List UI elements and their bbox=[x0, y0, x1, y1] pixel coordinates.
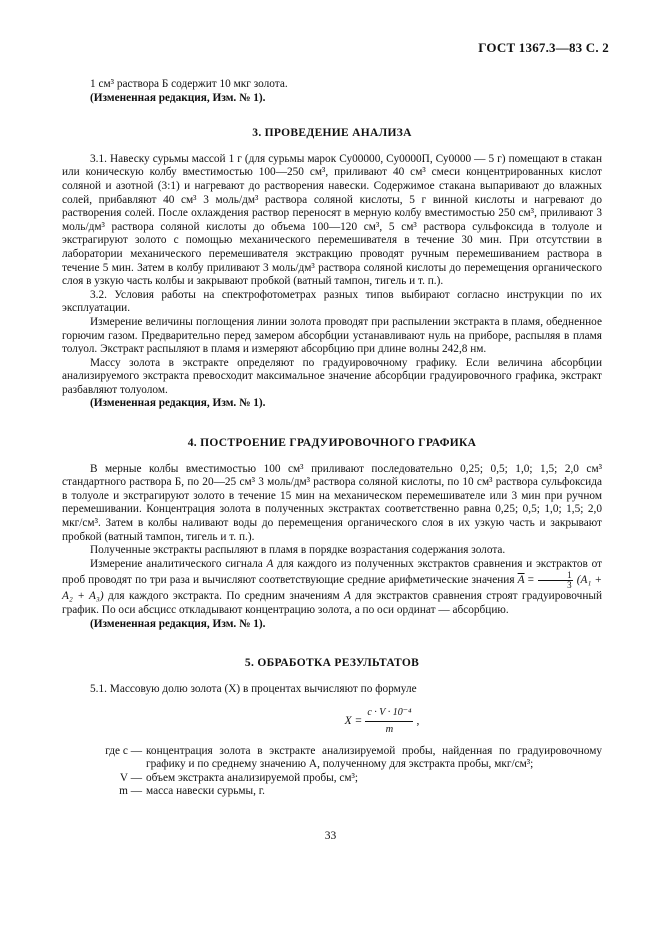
edit-note: (Измененная редакция, Изм. № 1). bbox=[90, 617, 266, 630]
section-title: 4. ПОСТРОЕНИЕ ГРАДУИРОВОЧНОГО ГРАФИКА bbox=[187, 437, 477, 450]
avg-symbol: $\overline{A}$ bbox=[517, 574, 525, 587]
section-title: 3. ПРОВЕДЕНИЕ АНАЛИЗА bbox=[252, 127, 412, 140]
paragraph: 3.1. Навеску сурьмы массой 1 г (для сурьмы марок Су00000, Су0000П, Су0000 — 5 г) помещают в стакан или коническую колбу вместимостью 100—250 см³, приливают 40 см³ смеси концентрированных кислот соляной и азотной (3:1) и нагревают до растворения навески. Содержимое стакана выпаривают до влажных солей, прибавляют 40 см³ 3 моль/дм³ раствора соляной кислоты, 5 г винной кислоты и нагревают до растворения солей. После охлаждения раствор переносят в мерную колбу вместимостью 250 см³, приливают 3 моль/дм³ раствора соляной кислоты до объема 100—120 см³, 5 см³ раствора сульфоксида в толуоле и экстрагируют золото с помощью механического перемешивателя в течение 30 мин. При отсутствии в лаборатории механического перемешивателя экстракцию проводят ручным перемешиванием раствора в течение 5 мин. Затем в колбу приливают 3 моль/дм³ раствора соляной кислоты до перемещения органического слоя в узкую часть колбы и закрывают пробкой (ватный тампон, тигель и т. п.). bbox=[62, 152, 602, 288]
document-body bbox=[62, 78, 602, 799]
page-number: 33 bbox=[324, 830, 337, 842]
paragraph: 5.1. Массовую долю золота (X) в процентах вычисляют по формуле bbox=[90, 682, 417, 695]
paragraph: Полученные экстракты распыляют в пламя в порядке возрастания содержания золота. bbox=[90, 544, 506, 557]
formula-fraction: $\frac{\text{c · V · 10⁻⁴}}{m}$ bbox=[367, 707, 412, 735]
definition-row: m — масса навески сурьмы, г. bbox=[119, 785, 265, 798]
intro-line: 1 см³ раствора Б содержит 10 мкг золота. bbox=[90, 78, 288, 90]
paragraph: Массу золота в экстракте определяют по градуировочному графику. Если величина абсорбции анализируемого экстракта превосходит максимальное значение абсорбции градуировочного графика, экстракт разбавляют толуолом. bbox=[62, 356, 602, 396]
fraction: $\frac{1}{3}$ bbox=[538, 571, 573, 590]
definition-row: V — объем экстракта анализируемой пробы, см³; bbox=[119, 771, 359, 784]
paragraph: В мерные колбы вместимостью 100 см³ приливают последовательно 0,25; 0,5; 1,0; 1,5; 2,0 см³ стандартного раствора Б, по 20—25 см³ 3 моль/дм³ раствора соляной кислоты, по 10 см³ раствора сульфоксида в толуоле и экстрагируют золото в течение 15 мин на механическом перемешивателе или 3 мин при ручном перемешивании. Концентрация золота в полученных экстрактах соответственно равна 0,25; 0,5; 1,0; 1,5; 2,0 мкг/см³. Затем в колбы наливают воды до перемещения органического слоя в их узкую часть и закрывают пробкой (ватный тампон, тигель и т. п.). bbox=[62, 462, 602, 543]
running-header: ГОСТ 1367.3—83 С. 2 bbox=[478, 40, 609, 55]
edit-note: (Измененная редакция, Изм. № 1). bbox=[90, 397, 266, 410]
avg-terms: (A₁ + A₂ + A₃) bbox=[62, 574, 602, 603]
definitions-list bbox=[82, 745, 602, 799]
paragraph: Измерение величины поглощения линии золота проводят при распылении экстракта в пламя, обедненное горючим газом. Предварительно перед замером абсорбции устанавливают нуль на приборе, распыляя в пламя толуол. Экстракт распыляют в пламя и измеряют абсорбцию при длине волны 242,8 нм. bbox=[62, 315, 602, 356]
edit-note: (Измененная редакция, Изм. № 1). bbox=[90, 91, 266, 104]
formula: X = $\frac{\text{c · V · 10⁻⁴}}{m}$ , bbox=[344, 707, 420, 735]
paragraph-with-formula: Измерение аналитического сигнала A для каждого из полученных экстрактов сравнения и экстрактов от проб проводят по три раза и вычисляют соответствующие средние арифметические значения $\overline{A}$ = $\frac{1}{3}$ (A₁ + A₂ + A₃) для каждого экстракта. По средним значениям A для экстрактов сравнения строят градуировочный график. По оси абсцисс откладывают концентрацию золота, а по оси ординат — абсорбцию. bbox=[62, 557, 603, 616]
definition-row: где c — концентрация золота в экстракте анализируемой пробы, найденная по градуировочному графику и по среднему значению A, полученному для экстракта пробы, мкг/см³; bbox=[105, 744, 602, 771]
section-title: 5. ОБРАБОТКА РЕЗУЛЬТАТОВ bbox=[244, 657, 420, 670]
paragraph: 3.2. Условия работы на спектрофотометрах разных типов выбирают согласно инструкции по их эксплуатации. bbox=[62, 288, 602, 315]
